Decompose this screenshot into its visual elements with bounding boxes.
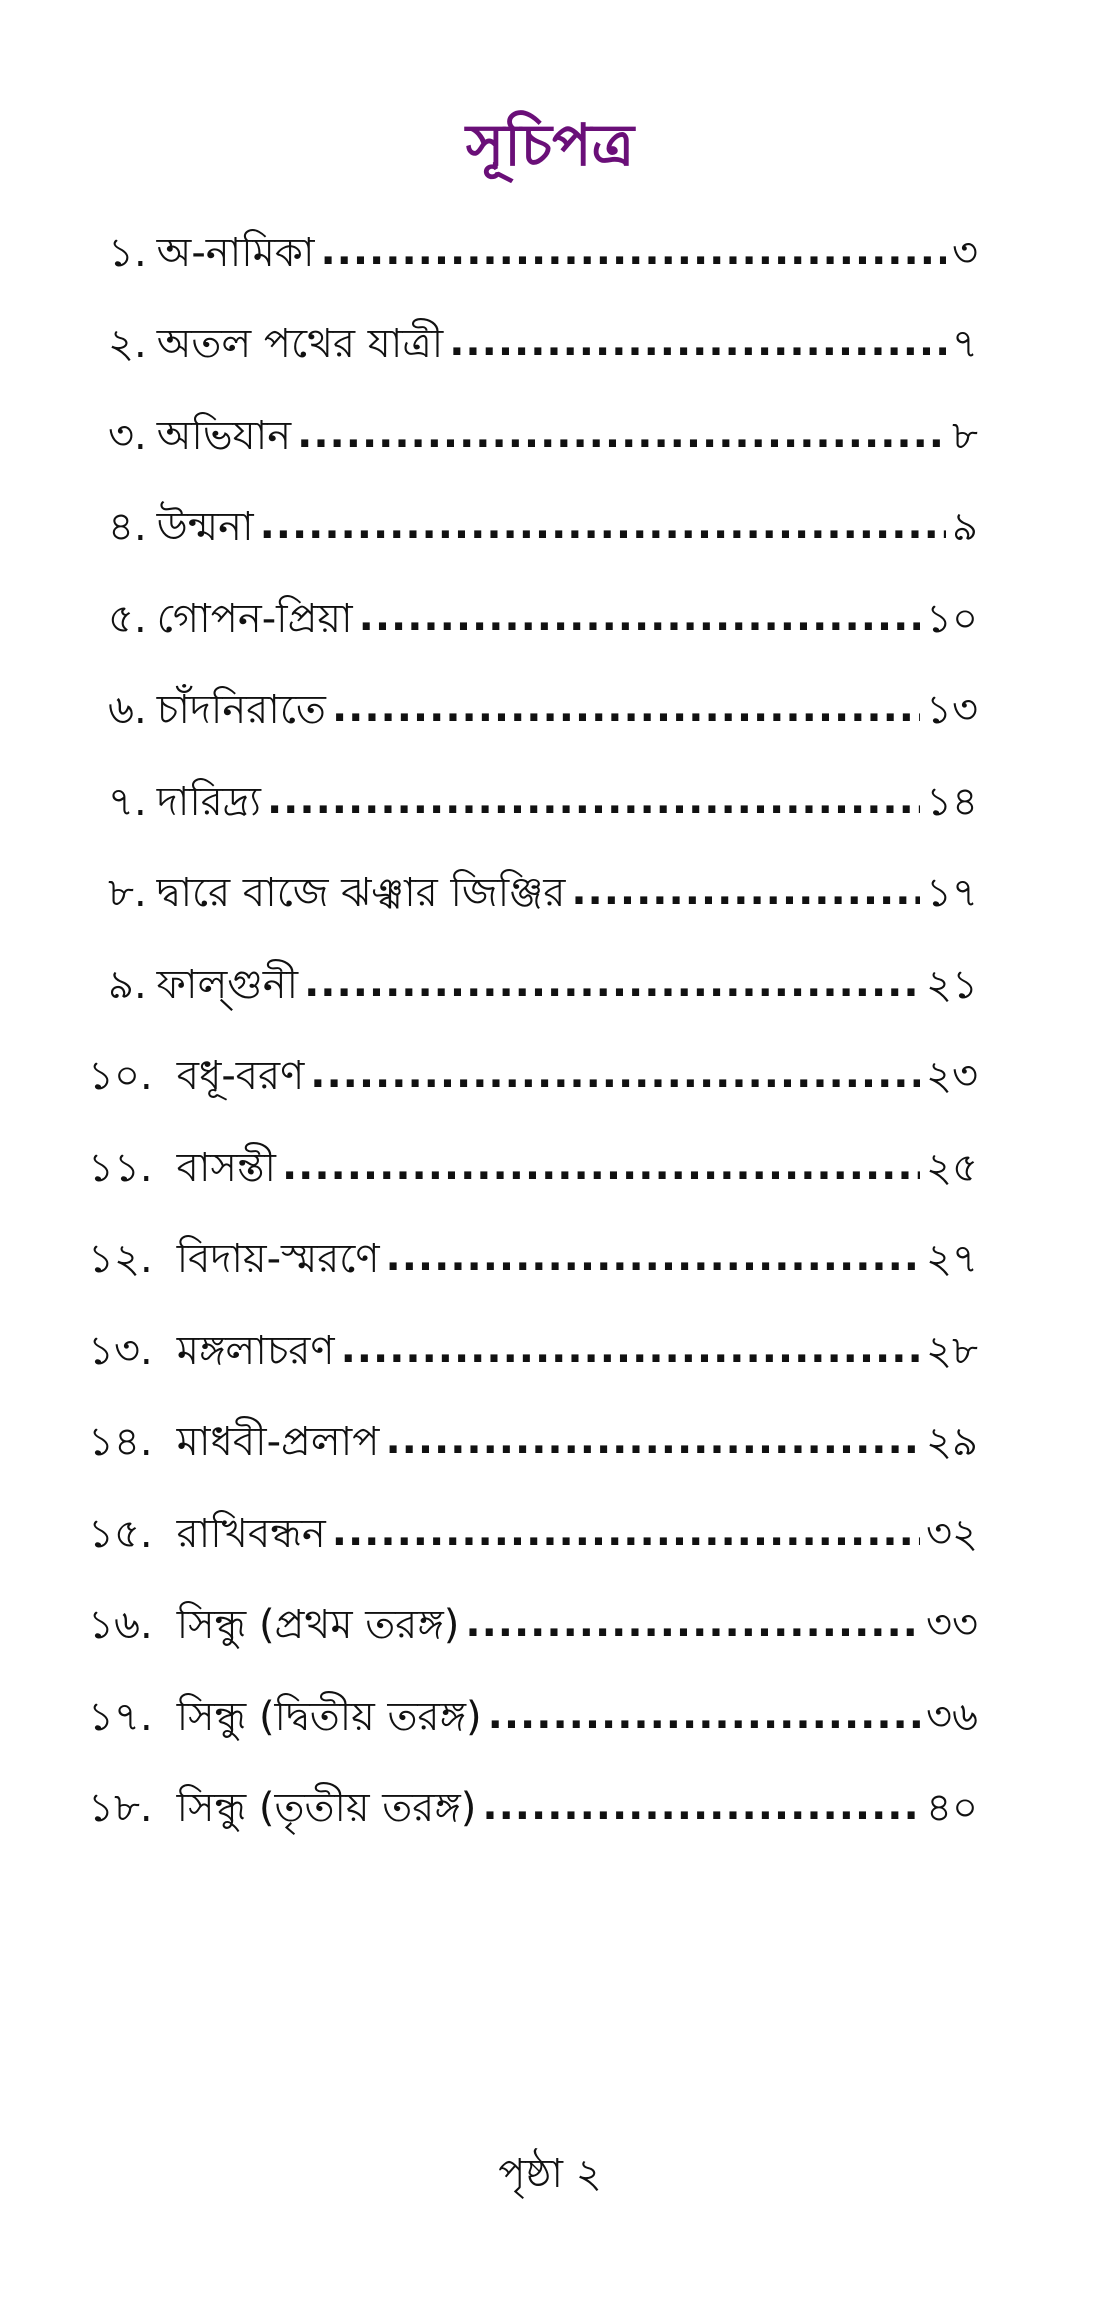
page-number: পৃষ্ঠা ২ bbox=[498, 2151, 602, 2197]
toc-entry bbox=[88, 1376, 978, 1468]
toc-entry-title: উন্মনা bbox=[156, 504, 254, 550]
toc-dot-leader bbox=[449, 317, 946, 369]
toc-dot-leader bbox=[260, 500, 946, 552]
toc-entry bbox=[88, 1742, 978, 1834]
toc-entry-title: বাসন্তী bbox=[176, 1144, 276, 1191]
toc-entry bbox=[108, 278, 978, 370]
toc-entry-number: ১৬. bbox=[88, 1602, 153, 1648]
toc-entry-number: ৪. bbox=[108, 504, 147, 550]
toc-entry-title: বধূ-বরণ bbox=[176, 1053, 305, 1099]
toc-dot-leader bbox=[385, 1415, 920, 1467]
toc-entry bbox=[88, 1193, 978, 1285]
toc-entry-title: অভিযান bbox=[156, 412, 292, 459]
toc-dot-leader bbox=[332, 683, 920, 735]
toc-entry-number: ৮. bbox=[108, 870, 147, 916]
toc-entry bbox=[108, 186, 978, 278]
toc-entry bbox=[108, 827, 978, 919]
toc-dot-leader bbox=[341, 1324, 920, 1376]
toc-entry-title: গোপন-প্রিয়া bbox=[156, 595, 353, 642]
toc-entry bbox=[108, 918, 978, 1010]
toc-entry-page: ২৮ bbox=[926, 1327, 978, 1374]
toc-entry-page: ২১ bbox=[926, 961, 978, 1008]
toc-entry-title: মঙ্গলাচরণ bbox=[176, 1327, 335, 1374]
toc-entry-title: রাখিবন্ধন bbox=[176, 1510, 326, 1557]
toc-entry-number: ১. bbox=[108, 229, 147, 276]
toc-entry-number: ১৮. bbox=[88, 1785, 153, 1831]
toc-dot-leader bbox=[386, 1232, 920, 1284]
toc-entry bbox=[88, 1559, 978, 1651]
toc-entry-page: ৩ bbox=[951, 229, 978, 276]
toc-entry-number: ৬. bbox=[108, 687, 147, 733]
toc-entry-number: ৩. bbox=[108, 412, 147, 459]
toc-dot-leader bbox=[465, 1598, 920, 1650]
toc-entry bbox=[108, 369, 978, 461]
toc-dot-leader bbox=[310, 1049, 920, 1101]
toc-entry bbox=[108, 552, 978, 644]
toc-entry-page: ২৯ bbox=[926, 1419, 978, 1465]
toc-entry-title: দারিদ্র্য bbox=[156, 778, 261, 825]
toc-entry-page: ২৭ bbox=[925, 1236, 978, 1282]
toc-entry-number: ১০. bbox=[88, 1053, 153, 1099]
toc-entry-number: ১৩. bbox=[88, 1327, 153, 1374]
toc-entry bbox=[88, 1467, 978, 1559]
toc-entry-page: ১৩ bbox=[926, 687, 978, 733]
toc-entry-number: ৫. bbox=[108, 595, 147, 642]
toc-entry-page: ১০ bbox=[926, 595, 978, 642]
toc-entry bbox=[88, 1101, 978, 1193]
toc-entry-number: ২. bbox=[108, 321, 147, 367]
toc-entry-page: ৯ bbox=[952, 504, 978, 550]
toc-entry-title: মাধবী-প্রলাপ bbox=[176, 1419, 380, 1465]
toc-entry-page: ১৭ bbox=[926, 870, 978, 916]
toc-dot-leader bbox=[482, 1781, 920, 1833]
toc-entry-number: ১৭. bbox=[88, 1693, 153, 1740]
toc-entry bbox=[108, 461, 978, 553]
toc-entry-page: ৩৩ bbox=[925, 1602, 978, 1648]
toc-dot-leader bbox=[332, 1507, 920, 1559]
toc-entry-title: সিন্ধু (প্রথম তরঙ্গ) bbox=[176, 1602, 460, 1648]
toc-entry-page: ৩২ bbox=[925, 1510, 978, 1557]
toc-dot-leader bbox=[304, 958, 920, 1010]
toc-entry bbox=[88, 1284, 978, 1376]
toc-entry-number: ৭. bbox=[108, 778, 147, 825]
toc-entry-title: চাঁদনিরাতে bbox=[156, 687, 326, 733]
toc-dot-leader bbox=[267, 775, 920, 827]
toc-entry bbox=[88, 1650, 978, 1742]
toc-entry-page: ১৪ bbox=[926, 778, 978, 825]
toc-entry bbox=[108, 644, 978, 736]
toc-dot-leader bbox=[359, 592, 920, 644]
toc-dot-leader bbox=[282, 1141, 920, 1193]
toc-dot-leader bbox=[488, 1690, 920, 1742]
toc-entry-title: সিন্ধু (তৃতীয় তরঙ্গ) bbox=[176, 1785, 477, 1831]
table-of-contents bbox=[88, 186, 978, 1833]
toc-entry-page: ২৫ bbox=[926, 1144, 978, 1191]
toc-entry-page: ৪০ bbox=[926, 1785, 978, 1831]
toc-entry-number: ১১. bbox=[88, 1144, 153, 1191]
toc-entry-title: অতল পথের যাত্রী bbox=[156, 321, 444, 367]
toc-entry-title: ফাল্গুনী bbox=[156, 961, 299, 1008]
toc-dot-leader bbox=[571, 866, 920, 918]
toc-entry bbox=[88, 1010, 978, 1102]
toc-entry-page: ৭ bbox=[951, 321, 978, 367]
toc-entry-page: ৩৬ bbox=[925, 1693, 978, 1740]
toc-entry bbox=[108, 735, 978, 827]
toc-entry-number: ৯. bbox=[108, 961, 147, 1008]
toc-dot-leader bbox=[297, 409, 946, 461]
toc-entry-title: দ্বারে বাজে ঝঞ্ঝার জিঞ্জির bbox=[156, 870, 566, 916]
toc-entry-title: অ-নামিকা bbox=[156, 229, 315, 276]
toc-entry-title: সিন্ধু (দ্বিতীয় তরঙ্গ) bbox=[176, 1693, 482, 1740]
toc-entry-page: ২৩ bbox=[925, 1053, 978, 1099]
toc-entry-number: ১৪. bbox=[88, 1419, 153, 1465]
toc-entry-title: বিদায়-স্মরণে bbox=[176, 1236, 380, 1282]
toc-entry-number: ১৫. bbox=[88, 1510, 153, 1557]
page-title: সূচিপত্র bbox=[465, 110, 635, 179]
toc-dot-leader bbox=[320, 226, 946, 278]
toc-entry-number: ১২. bbox=[88, 1236, 153, 1282]
toc-entry-page: ৮ bbox=[952, 412, 978, 459]
